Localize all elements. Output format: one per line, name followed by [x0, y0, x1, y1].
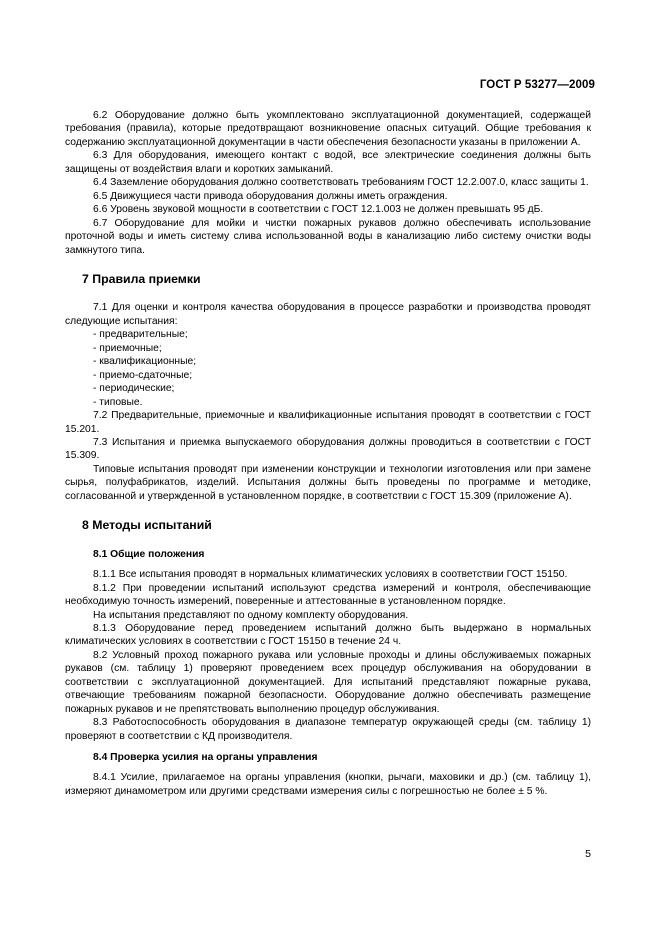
paragraph-6-3: 6.3 Для оборудования, имеющего контакт с водой, все электрические соединения должны быть защищены от воздействия влаги и коротких замыканий.	[65, 150, 591, 175]
standard-header: ГОСТ Р 53277—2009	[479, 79, 595, 91]
paragraph-6-4: 6.4 Заземление оборудования должно соответствовать требованиям ГОСТ 12.2.007.0, класс защиты 1.	[93, 177, 589, 189]
list-item: - предварительные;	[93, 329, 188, 341]
paragraph-7-2: 7.2 Предварительные, приемочные и квалификационные испытания проводят в соответствии с ГОСТ 15.201.	[65, 410, 591, 435]
paragraph-6-5: 6.5 Движущиеся части привода оборудования должны иметь ограждения.	[93, 190, 448, 202]
document-body	[65, 109, 591, 798]
paragraph-7-3: 7.3 Испытания и приемка выпускаемого оборудования должны проводиться в соответствии с ГОСТ 15.309.	[65, 436, 591, 462]
paragraph-8-1-1: 8.1.1 Все испытания проводят в нормальных климатических условиях в соответствии ГОСТ 15150.	[93, 569, 568, 581]
subsection-8-4-heading: 8.4 Проверка усилия на органы управления	[93, 752, 318, 764]
list-item: - приемочные;	[93, 342, 162, 354]
paragraph-8-4-1: 8.4.1 Усилие, прилагаемое на органы управления (кнопки, рычаги, маховики и др.) (см. таблицу 1), измеряют динамометром или другими средствами измерения силы с погрешностью не более ± 5 %.	[65, 772, 591, 797]
paragraph-8-1-3: 8.1.3 Оборудование перед проведением испытаний должно быть выдержано в нормальных климатических условиях в соответствии с ГОСТ 15150 в течение 24 ч.	[65, 622, 591, 648]
paragraph-7-1: 7.1 Для оценки и контроля качества оборудования в процессе разработки и производства проводят следующие испытания:	[65, 302, 591, 327]
subsection-8-1-heading: 8.1 Общие положения	[93, 548, 205, 560]
paragraph-typical-tests: Типовые испытания проводят при изменении конструкции и технологии изготовления или при замене сырья, полуфабрикатов, изделий. Испытания должны быть проведены по программе и методике, согласованной и утвержденной в установленном порядке, в соответствии с ГОСТ 15.309 (приложение А).	[65, 463, 591, 502]
paragraph-8-1-2: 8.1.2 При проведении испытаний используют средства измерений и контроля, обеспечивающие необходимую точность измерений, поверенные и аттестованные в установленном порядке.	[65, 582, 591, 608]
paragraph-test-set: На испытания представляют по одному комплекту оборудования.	[93, 609, 409, 621]
list-item: - периодические;	[93, 383, 175, 395]
paragraph-6-6: 6.6 Уровень звуковой мощности в соответствии с ГОСТ 12.1.003 не должен превышать 95 дБ.	[93, 204, 544, 216]
paragraph-8-2: 8.2 Условный проход пожарного рукава или условные проходы и длины обслуживаемых пожарных рукавов (см. таблицу 1) проверяют проведением всех процедур обслуживания на оборудовании в соответствии с эксплуатационной документацией. Для испытаний представляют пожарные рукава, отвечающие требованиям пожарной безопасности. Оборудование должно обеспечивать размещение пожарных рукавов и не препятствовать выполнению процедур обслуживания.	[65, 649, 591, 715]
list-item: - приемо-сдаточные;	[93, 369, 193, 381]
list-item: - типовые.	[93, 396, 143, 408]
paragraph-8-3: 8.3 Работоспособность оборудования в диапазоне температур окружающей среды (см. таблицу 1) проверяют в соответствии с КД производителя.	[65, 717, 591, 742]
page-number: 5	[585, 848, 591, 860]
paragraph-6-7: 6.7 Оборудование для мойки и чистки пожарных рукавов должно обеспечивать использование проточной воды и иметь систему слива использованной воды в канализацию либо систему очистки воды замкнутого типа.	[65, 217, 591, 256]
paragraph-6-2: 6.2 Оборудование должно быть укомплектовано эксплуатационной документацией, содержащей требования (правила), которые предотвращают возникновение опасных ситуаций. Общие требования к содержанию эксплуатационной документации в части обеспечения безопасности указаны в приложении А.	[65, 110, 591, 148]
list-item: - квалификационные;	[93, 356, 197, 368]
section-8-heading: 8 Методы испытаний	[82, 518, 212, 533]
section-7-heading: 7 Правила приемки	[82, 271, 201, 286]
